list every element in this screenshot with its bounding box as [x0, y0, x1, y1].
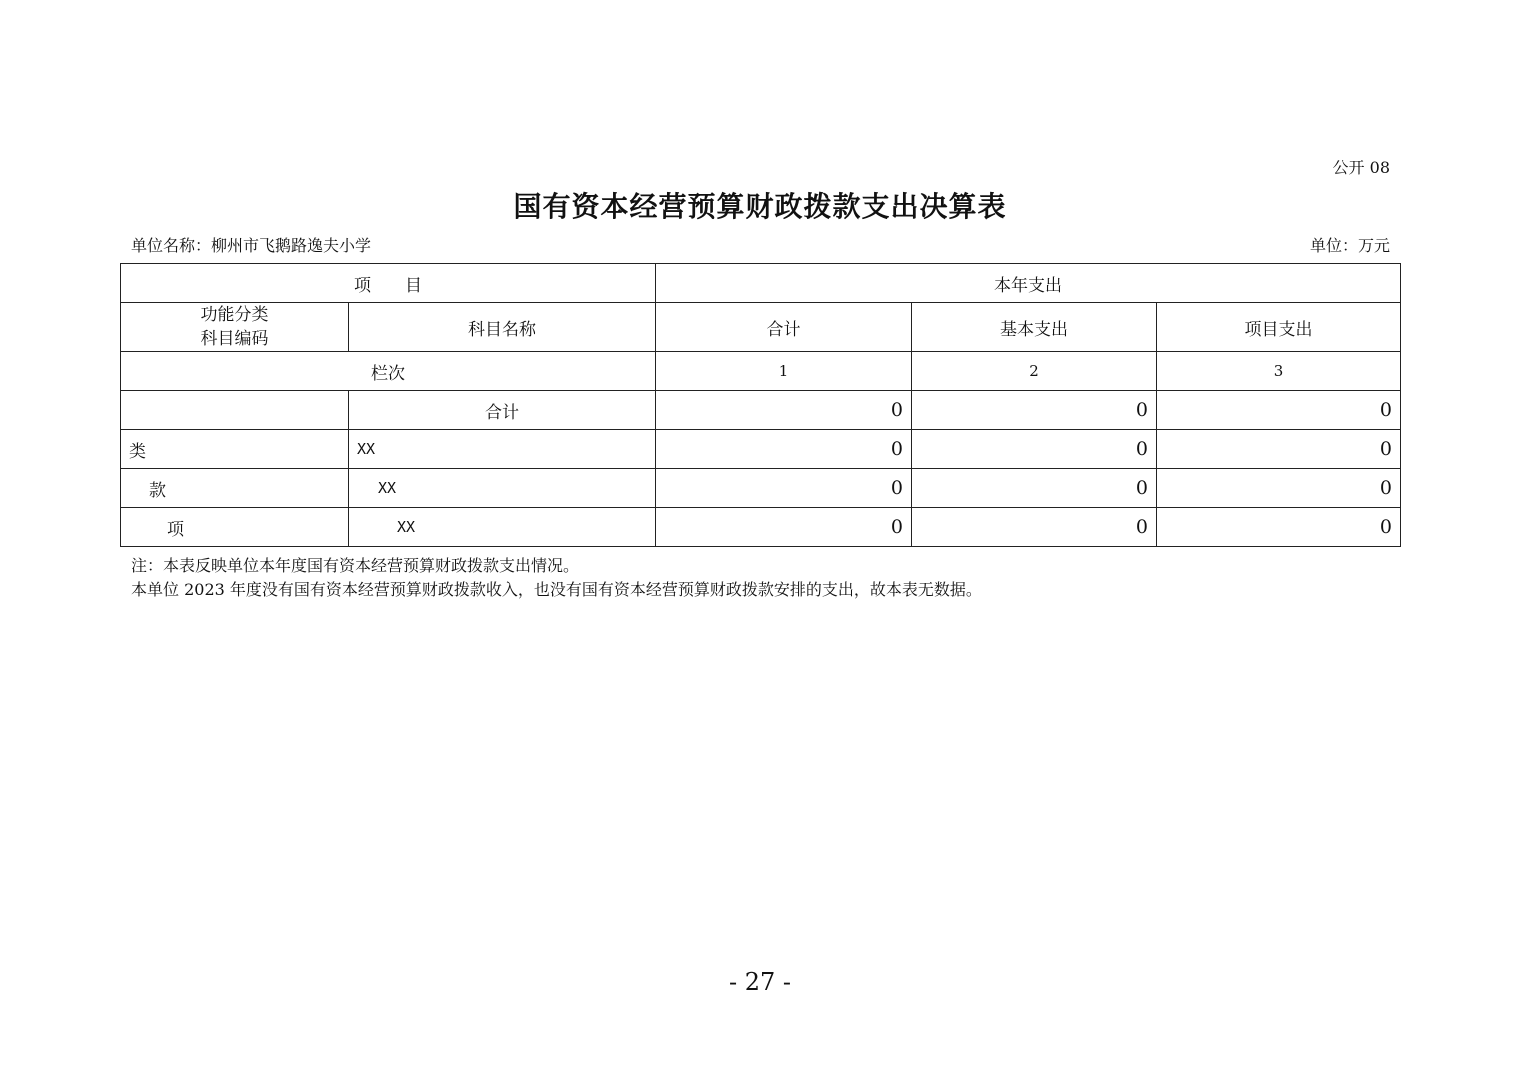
row-code: 项 [121, 508, 349, 547]
table-header-row-1 [121, 264, 1401, 303]
row-total: 0 [656, 391, 912, 430]
table-row [121, 508, 1401, 547]
row-code [121, 391, 349, 430]
page-number: - 27 - [728, 968, 791, 996]
row-name: XX [349, 508, 656, 547]
row-project: 0 [1157, 430, 1401, 469]
header-project: 项 目 [121, 264, 656, 303]
header-project-expense: 项目支出 [1157, 303, 1401, 352]
header-basic: 基本支出 [912, 303, 1157, 352]
row-basic: 0 [912, 391, 1157, 430]
unit-name: 单位名称：柳州市飞鹅路逸夫小学 [131, 236, 372, 255]
table-header-row-2 [121, 303, 1401, 352]
table-row [121, 391, 1401, 430]
row-name: 合计 [349, 391, 656, 430]
row-basic: 0 [912, 508, 1157, 547]
page-title: 国有资本经营预算财政拨款支出决算表 [513, 190, 1007, 223]
table-notes [131, 554, 982, 602]
row-total: 0 [656, 430, 912, 469]
column-index-1: 1 [656, 352, 912, 391]
row-name: XX [349, 430, 656, 469]
table-column-index-row [121, 352, 1401, 391]
note-line-2: 本单位 2023 年度没有国有资本经营预算财政拨款收入，也没有国有资本经营预算财政拨款安排的支出，故本表无数据。 [131, 580, 982, 599]
row-code: 类 [121, 430, 349, 469]
row-basic: 0 [912, 430, 1157, 469]
column-index-label: 栏次 [121, 352, 656, 391]
form-code: 公开 08 [1332, 158, 1390, 177]
column-index-3: 3 [1157, 352, 1401, 391]
header-code-line2: 科目编码 [200, 329, 269, 349]
column-index-2: 2 [912, 352, 1157, 391]
unit-measure: 单位：万元 [1309, 236, 1390, 255]
row-name: XX [349, 469, 656, 508]
table-row [121, 469, 1401, 508]
row-total: 0 [656, 469, 912, 508]
budget-table [120, 263, 1401, 547]
row-basic: 0 [912, 469, 1157, 508]
row-project: 0 [1157, 391, 1401, 430]
row-project: 0 [1157, 508, 1401, 547]
header-code-line1: 功能分类 [200, 305, 269, 325]
row-total: 0 [656, 508, 912, 547]
note-line-1: 注：本表反映单位本年度国有资本经营预算财政拨款支出情况。 [131, 556, 580, 575]
header-subject-name: 科目名称 [349, 303, 656, 352]
header-function-code [121, 303, 349, 352]
header-total: 合计 [656, 303, 912, 352]
table-row [121, 430, 1401, 469]
row-code: 款 [121, 469, 349, 508]
header-current-year: 本年支出 [656, 264, 1401, 303]
row-project: 0 [1157, 469, 1401, 508]
